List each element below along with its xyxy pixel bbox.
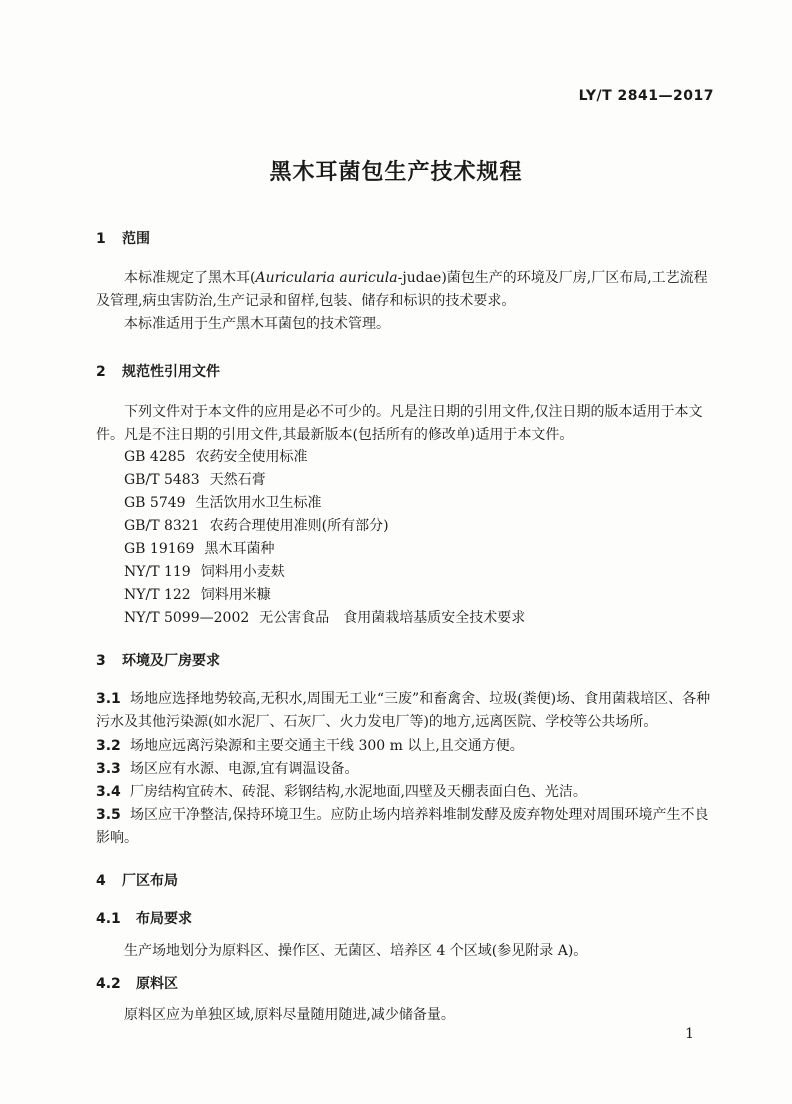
clause-3-5 — [96, 804, 716, 850]
reference-item — [124, 538, 274, 558]
standard-code: LY/T 2841—2017 — [578, 88, 714, 104]
reference-item — [124, 584, 271, 604]
subsection-4-2-text — [96, 1004, 716, 1027]
subsection-4-2-heading — [96, 973, 178, 993]
text-run: 下列文件对于本文件的应用是必不可少的。凡是注日期的引用文件,仅注日期的版本适用于本文件。凡是不注日期的引用文件,其最新版本(包括所有的修改单)适用于本文件。 — [96, 404, 703, 443]
clause-text: 场地应远离污染源和主要交通主干线 300 m 以上,且交通方便。 — [130, 738, 524, 754]
subsection-4-1-heading — [96, 908, 192, 928]
reference-item — [124, 446, 308, 466]
reference-code: GB 5749 — [124, 495, 186, 511]
subsection-4-1-text — [96, 940, 716, 963]
reference-title: 黑木耳菌种 — [204, 541, 275, 557]
clause-number: 3.3 — [96, 761, 121, 777]
clause-text: 场区应干净整洁,保持环境卫生。应防止场内培养料堆制发酵及废弃物处理对周围环境产生不良影响。 — [96, 807, 709, 846]
reference-code: GB 19169 — [124, 541, 195, 557]
clause-text: 场区应有水源、电源,宜有调温设备。 — [130, 761, 359, 777]
section-3-heading — [96, 650, 220, 670]
reference-code: NY/T 122 — [124, 587, 191, 603]
subsection-title: 原料区 — [136, 976, 178, 992]
section-4-heading — [96, 870, 178, 890]
reference-code: NY/T 119 — [124, 564, 191, 580]
text-run: 本标准规定了黑木耳( — [124, 270, 256, 286]
clause-text: 场地应选择地势较高,无积水,周围无工业“三废”和畜禽舍、垃圾(粪便)场、食用菌栽培区、各种污水及其他污染源(如水泥厂、石灰厂、火力发电厂等)的地方,远离医院、学校等公共场所。 — [96, 691, 711, 730]
reference-item — [124, 492, 322, 512]
reference-title: 饲料用米糠 — [200, 587, 271, 603]
text-run: 本标准适用于生产黑木耳菌包的技术管理。 — [124, 316, 390, 332]
reference-title: 农药合理使用准则(所有部分) — [209, 518, 389, 534]
clause-number: 3.5 — [96, 807, 121, 823]
reference-code: GB/T 5483 — [124, 472, 200, 488]
section-number: 4 — [96, 873, 106, 889]
section-1-heading — [96, 228, 150, 248]
reference-code: GB 4285 — [124, 449, 186, 465]
clause-3-3 — [96, 758, 716, 781]
reference-title: 天然石膏 — [209, 472, 266, 488]
section-title: 范围 — [122, 231, 150, 247]
reference-item — [124, 561, 285, 581]
text-run: -judae)菌包生产的环境及厂房,厂区布局,工艺流程及管理,病虫害防治,生产记录和留样,包装、储存和标识的技术要求。 — [96, 270, 708, 309]
section-1-paragraph-1 — [96, 267, 716, 313]
clause-3-4 — [96, 781, 716, 804]
section-2-heading — [96, 361, 220, 381]
clause-3-1 — [96, 688, 716, 734]
section-title: 厂区布局 — [122, 873, 178, 889]
subsection-number: 4.1 — [96, 911, 121, 927]
reference-item — [124, 469, 266, 489]
reference-title: 生活饮用水卫生标准 — [195, 495, 322, 511]
clause-text: 厂房结构宜砖木、砖混、彩钢结构,水泥地面,四壁及天棚表面白色、光洁。 — [130, 784, 587, 800]
reference-code: NY/T 5099—2002 — [124, 610, 250, 626]
clause-number: 3.4 — [96, 784, 121, 800]
text-run: 原料区应为单独区域,原料尽量随用随进,减少储备量。 — [124, 1007, 455, 1023]
reference-title: 农药安全使用标准 — [195, 449, 308, 465]
document-title: 黑木耳菌包生产技术规程 — [269, 160, 523, 185]
section-1-paragraph-2 — [96, 313, 716, 336]
reference-title: 饲料用小麦麸 — [200, 564, 285, 580]
section-number: 2 — [96, 364, 106, 380]
clause-number: 3.2 — [96, 738, 121, 754]
reference-item — [124, 607, 525, 627]
clause-number: 3.1 — [96, 691, 121, 707]
text-run: 生产场地划分为原料区、操作区、无菌区、培养区 4 个区域(参见附录 A)。 — [124, 943, 588, 959]
reference-item — [124, 515, 389, 535]
reference-title: 无公害食品 食用菌栽培基质安全技术要求 — [259, 610, 526, 626]
latin-name: Auricularia auricula — [255, 270, 398, 286]
section-number: 3 — [96, 653, 106, 669]
subsection-number: 4.2 — [96, 976, 121, 992]
section-title: 规范性引用文件 — [122, 364, 220, 380]
section-title: 环境及厂房要求 — [122, 653, 220, 669]
clause-3-2 — [96, 735, 716, 758]
reference-code: GB/T 8321 — [124, 518, 200, 534]
page-number: 1 — [685, 1026, 694, 1042]
section-2-intro — [96, 401, 716, 447]
section-number: 1 — [96, 231, 106, 247]
subsection-title: 布局要求 — [136, 911, 192, 927]
